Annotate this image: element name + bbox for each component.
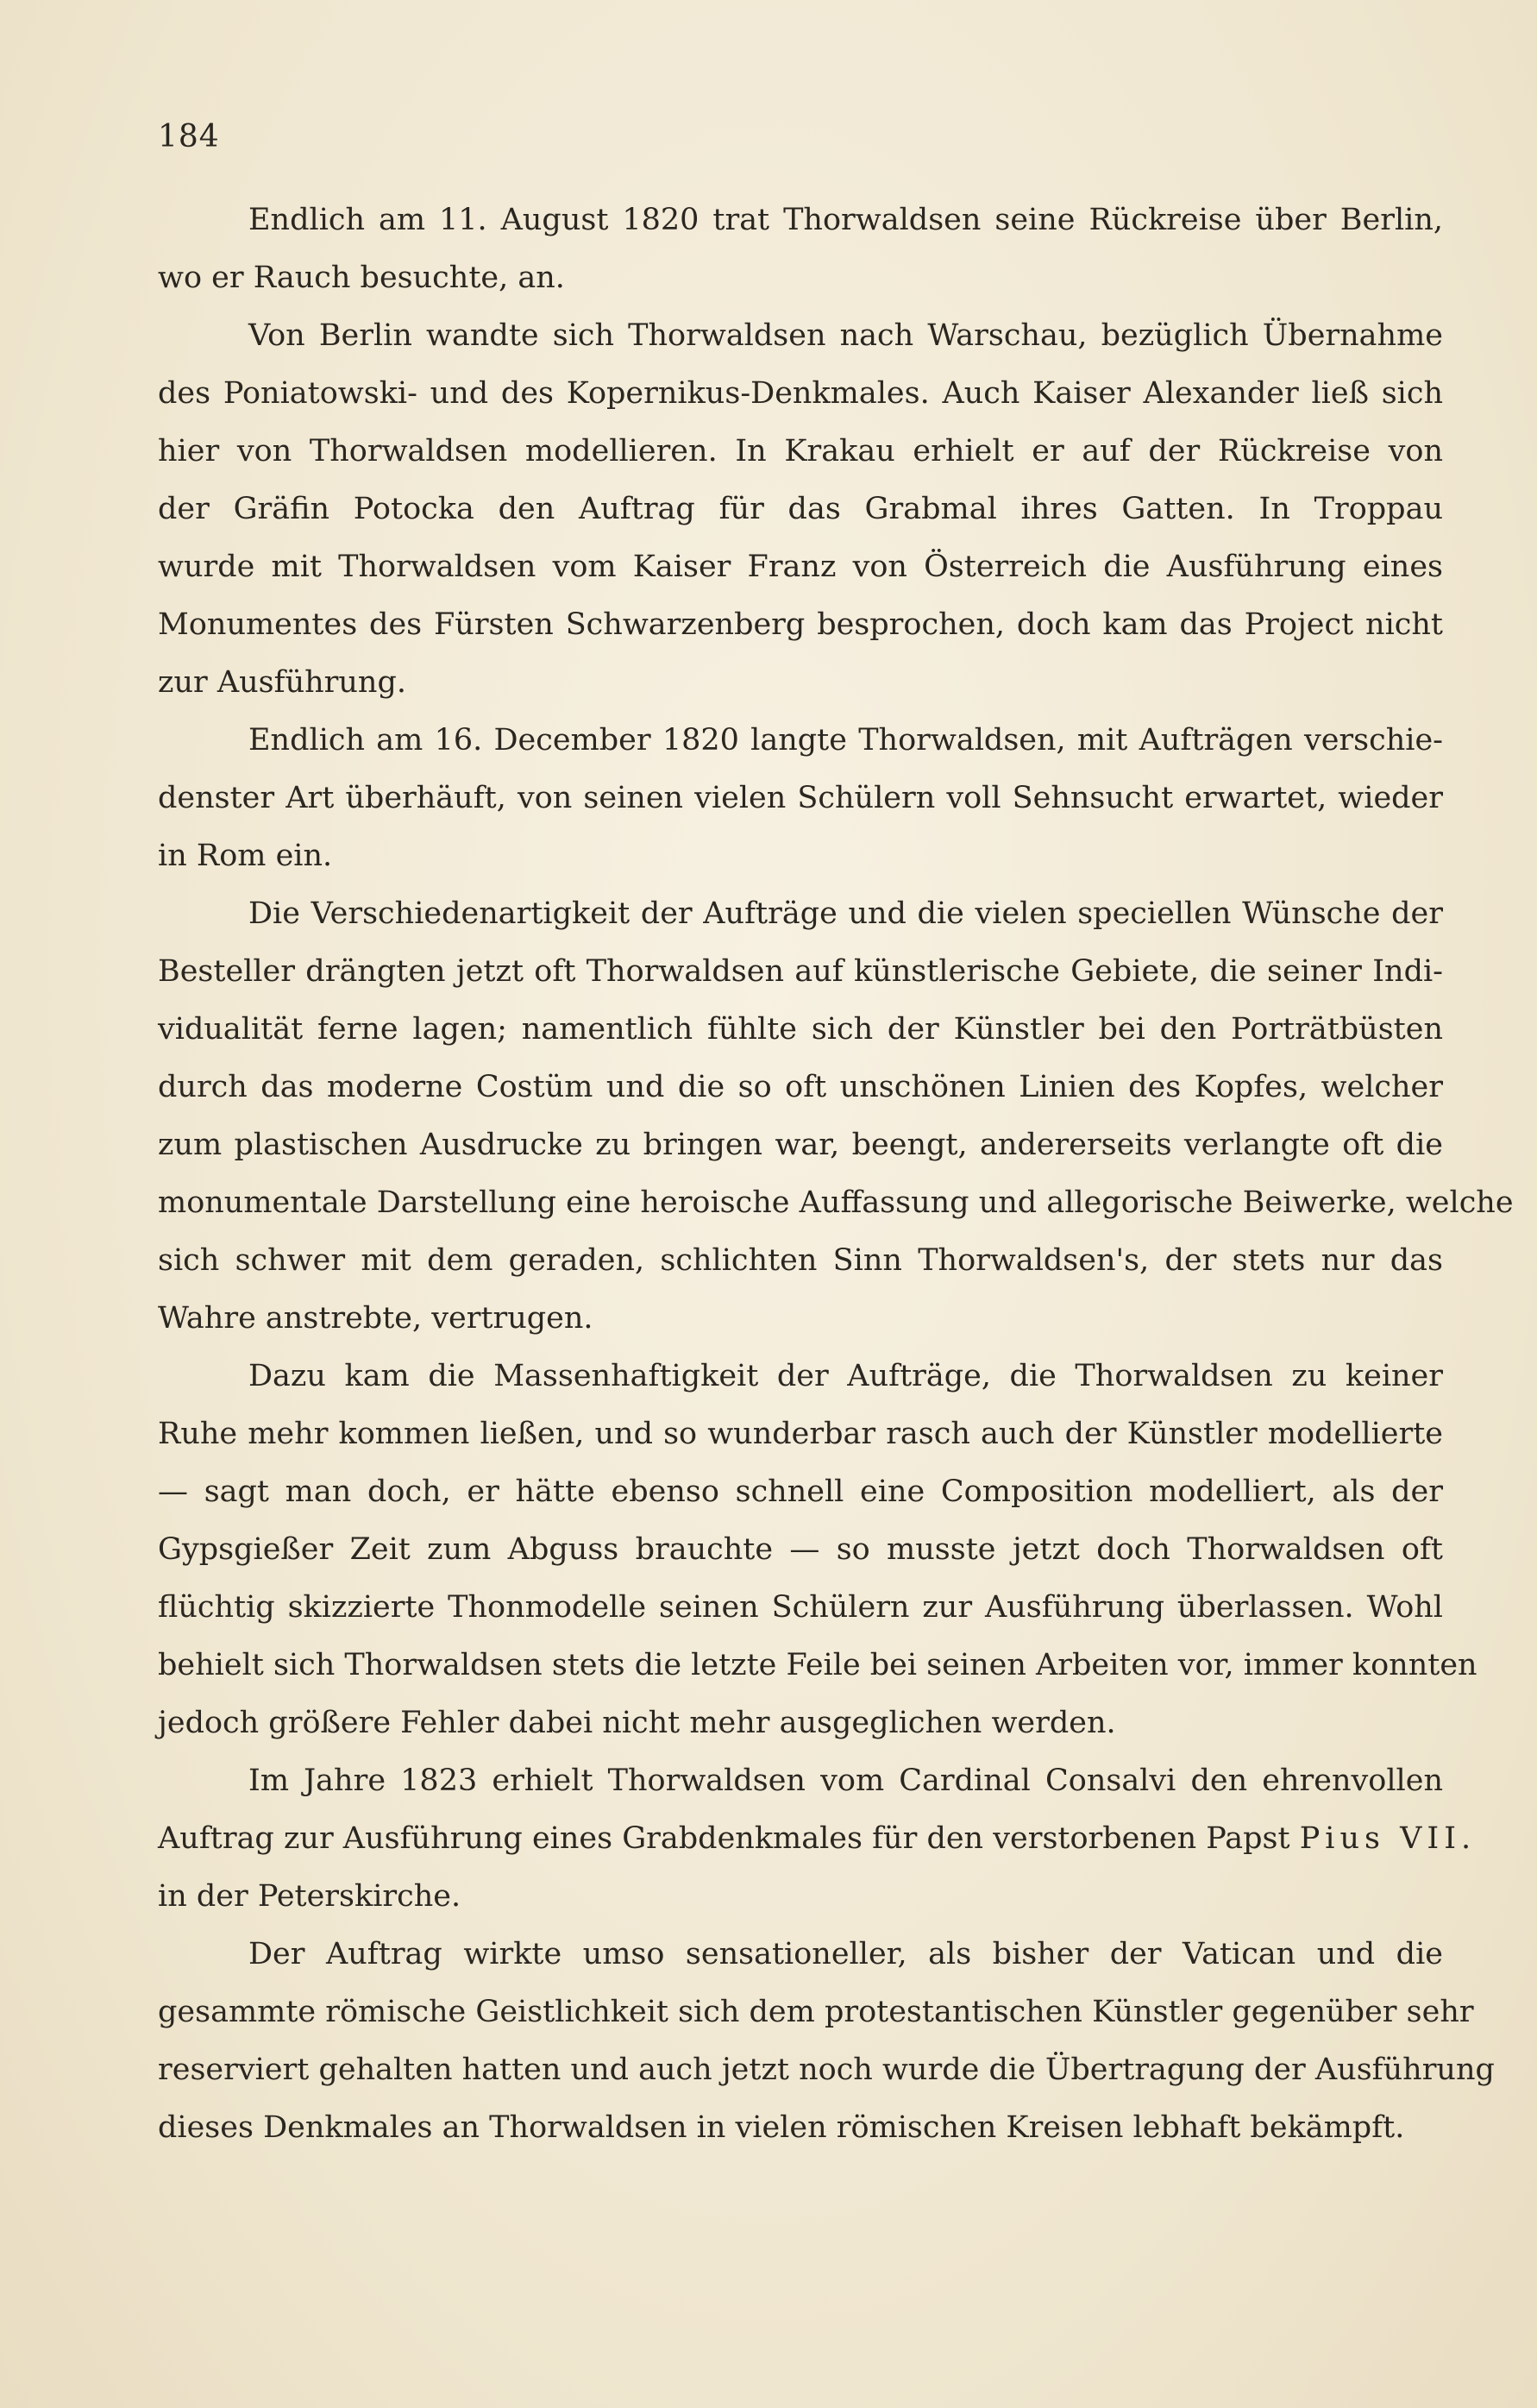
text-line: vidualität ferne lagen; namentlich fühlte sich der Künstler bei den Porträtbüsten: [158, 1012, 1443, 1047]
text-line: gesammte römische Geistlichkeit sich dem protestantischen Künstler gegenüber sehr: [158, 1995, 1474, 2029]
text-line: flüchtig skizzierte Thonmodelle seinen Schülern zur Ausführung überlassen. Wohl: [158, 1590, 1443, 1625]
text-line: behielt sich Thorwaldsen stets die letzte Feile bei seinen Arbeiten vor, immer konnten: [158, 1648, 1477, 1682]
text-line: hier von Thorwaldsen modellieren. In Krakau erhielt er auf der Rückreise von: [158, 434, 1443, 468]
pope-name: Pius VII.: [1299, 1821, 1477, 1856]
text-line-start: Auftrag zur Ausführung eines Grabdenkmales für den verstorbenen Papst: [158, 1821, 1290, 1856]
text-line: Endlich am 11. August 1820 trat Thorwaldsen seine Rückreise über Berlin,: [248, 203, 1443, 237]
text-line: des Poniatowski- und des Kopernikus-Denkmales. Auch Kaiser Alexander ließ sich: [158, 376, 1443, 411]
text-line: zur Ausführung.: [158, 665, 406, 700]
text-line: in Rom ein.: [158, 839, 333, 873]
text-line: monumentale Darstellung eine heroische Auffassung und allegorische Beiwerke, welche: [158, 1185, 1514, 1220]
text-line-with-name: [158, 1817, 1477, 1860]
text-line: wurde mit Thorwaldsen vom Kaiser Franz von Österreich die Ausführung eines: [158, 550, 1443, 584]
text-line: zum plastischen Ausdrucke zu bringen war, beengt, andererseits verlangte oft die: [158, 1128, 1443, 1162]
text-line: Wahre anstrebte, vertrugen.: [158, 1301, 593, 1336]
text-line: Die Verschiedenartigkeit der Aufträge und die vielen speciellen Wünsche der: [248, 896, 1443, 931]
text-line: jedoch größere Fehler dabei nicht mehr ausgeglichen werden.: [158, 1706, 1116, 1740]
text-line: denster Art überhäuft, von seinen vielen Schülern voll Sehnsucht erwartet, wieder: [158, 781, 1443, 815]
page-number: 184: [158, 119, 220, 154]
text-line: Besteller drängten jetzt oft Thorwaldsen auf künstlerische Gebiete, die seiner Indi-: [158, 954, 1443, 989]
text-line: der Gräfin Potocka den Auftrag für das Grabmal ihres Gatten. In Troppau: [158, 492, 1443, 526]
text-line: Monumentes des Fürsten Schwarzenberg besprochen, doch kam das Project nicht: [158, 607, 1443, 642]
text-line: wo er Rauch besuchte, an.: [158, 261, 565, 295]
text-line: Von Berlin wandte sich Thorwaldsen nach Warschau, bezüglich Übernahme: [248, 318, 1443, 353]
text-line: in der Peterskirche.: [158, 1879, 461, 1914]
text-line: reserviert gehalten hatten und auch jetzt noch wurde die Übertragung der Ausführung: [158, 2053, 1495, 2087]
text-line: Der Auftrag wirkte umso sensationeller, als bisher der Vatican und die: [248, 1937, 1443, 1971]
text-line: dieses Denkmales an Thorwaldsen in vielen römischen Kreisen lebhaft bekämpft.: [158, 2110, 1405, 2145]
text-line: Gypsgießer Zeit zum Abguss brauchte — so musste jetzt doch Thorwaldsen oft: [158, 1532, 1443, 1567]
text-line: Endlich am 16. December 1820 langte Thorwaldsen, mit Aufträgen verschie-: [248, 723, 1443, 758]
text-line: sich schwer mit dem geraden, schlichten Sinn Thorwaldsen's, der stets nur das: [158, 1243, 1443, 1278]
text-line: Ruhe mehr kommen ließen, und so wunderbar rasch auch der Künstler modellierte: [158, 1417, 1443, 1451]
text-line: — sagt man doch, er hätte ebenso schnell eine Composition modelliert, als der: [158, 1474, 1443, 1509]
text-line: durch das moderne Costüm und die so oft unschönen Linien des Kopfes, welcher: [158, 1070, 1443, 1104]
text-line: Dazu kam die Massenhaftigkeit der Aufträge, die Thorwaldsen zu keiner: [248, 1359, 1443, 1393]
text-line: Im Jahre 1823 erhielt Thorwaldsen vom Cardinal Consalvi den ehrenvollen: [248, 1764, 1443, 1798]
